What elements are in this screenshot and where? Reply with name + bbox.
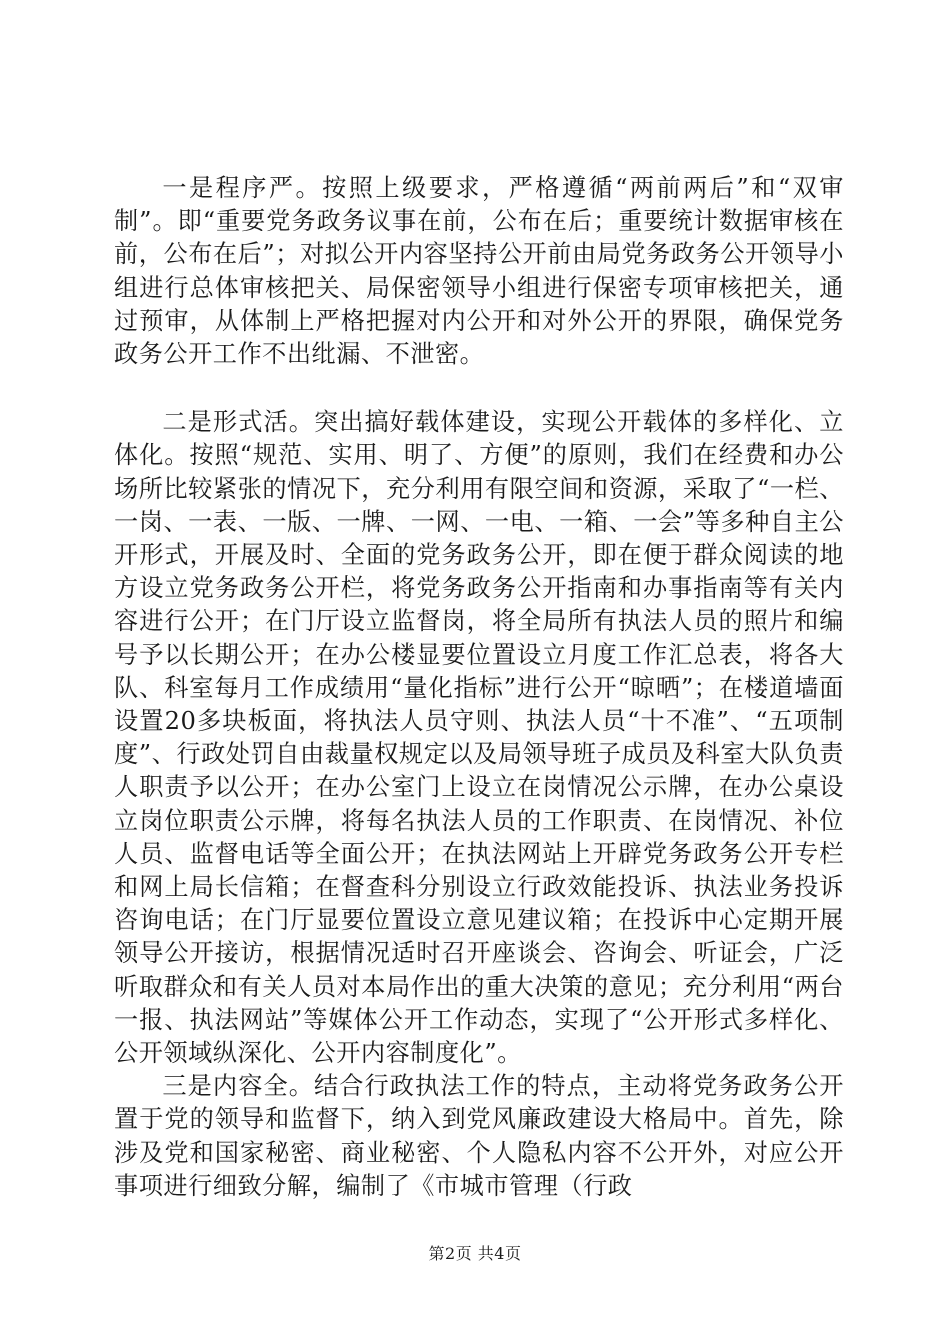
page-number-footer: 第2页 共4页: [428, 1244, 522, 1263]
document-body: [114, 172, 844, 1203]
paragraph-procedure: 一是程序严。按照上级要求，严格遵循“两前两后”和“双审制”。即“重要党务政务议事在前，公布在后；重要统计数据审核在前，公布在后”；对拟公开内容坚持公开前由局党务政务公开领导小组进行总体审核把关、局保密领导小组进行保密专项审核把关，通过预审，从体制上严格把握对内公开和对外公开的界限，确保党务政务公开工作不出纰漏、不泄密。: [114, 174, 844, 369]
paragraph-format: 二是形式活。突出搞好载体建设，实现公开载体的多样化、立体化。按照“规范、实用、明了、方便”的原则，我们在经费和办公场所比较紧张的情况下，充分利用有限空间和资源，采取了“一栏、一岗、一表、一版、一牌、一网、一电、一箱、一会”等多种自主公开形式，开展及时、全面的党务政务公开，即在便于群众阅读的地方设立党务政务公开栏，将党务政务公开指南和办事指南等有关内容进行公开；在门厅设立监督岗，将全局所有执法人员的照片和编号予以长期公开；在办公楼显要位置设立月度工作汇总表，将各大队、科室每月工作成绩用“量化指标”进行公开“晾晒”；在楼道墙面设置20多块板面，将执法人员守则、执法人员“十不准”、“五项制度”、行政处罚自由裁量权规定以及局领导班子成员及科室大队负责人职责予以公开；在办公室门上设立在岗情况公示牌，在办公桌设立岗位职责公示牌，将每名执法人员的工作职责、在岗情况、补位人员、监督电话等全面公开；在执法网站上开辟党务政务公开专栏和网上局长信箱；在督查科分别设立行政效能投诉、执法业务投诉咨询电话；在门厅显要位置设立意见建议箱；在投诉中心定期开展领导公开接访，根据情况适时召开座谈会、咨询会、听证会，广泛听取群众和有关人员对本局作出的重大决策的意见；充分利用“两台一报、执法网站”等媒体公开工作动态，实现了“公开形式多样化、公开领域纵深化、公开内容制度化”。: [114, 408, 844, 1068]
paragraph-content: 三是内容全。结合行政执法工作的特点，主动将党务政务公开置于党的领导和监督下，纳入到党风廉政建设大格局中。首先，除涉及党和国家秘密、商业秘密、个人隐私内容不公开外，对应公开事项进行细致分解，编制了《市城市管理（行政: [114, 1072, 844, 1200]
